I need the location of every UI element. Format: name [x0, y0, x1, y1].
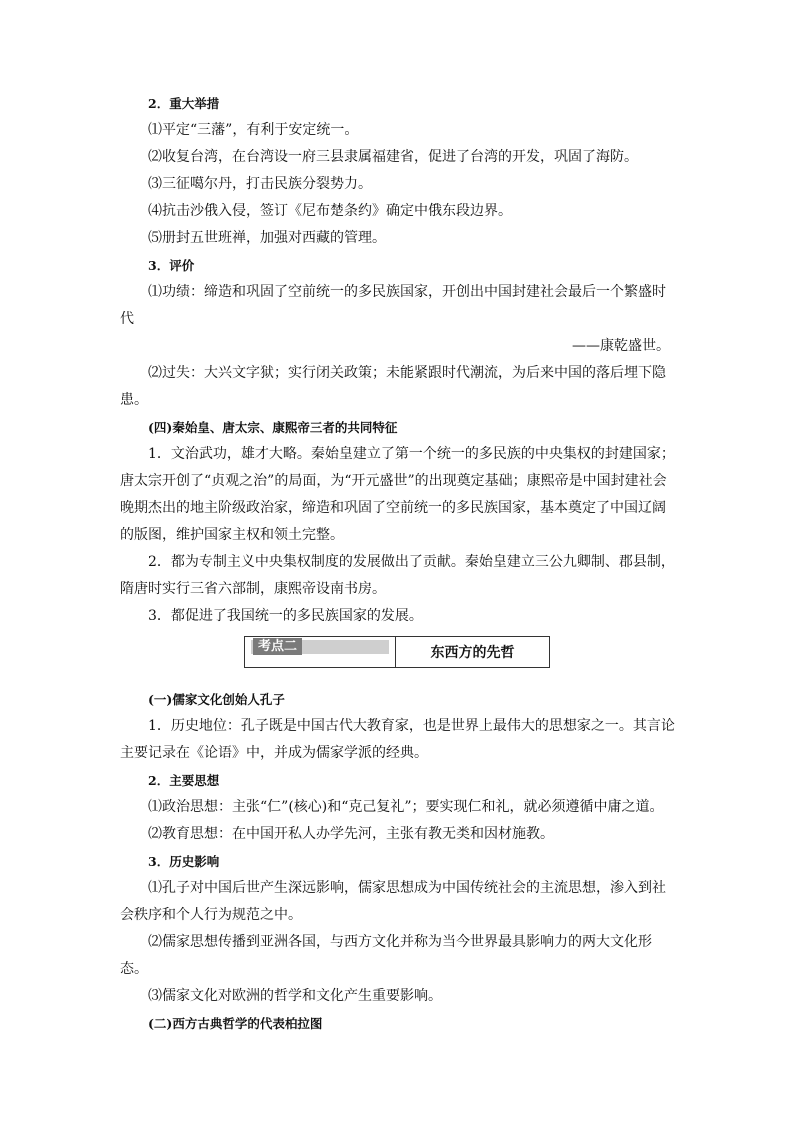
- topic-banner: [244, 636, 550, 668]
- topic-tag-label: 考点二: [253, 638, 302, 655]
- common-trait-1: 1．文治武功，雄才大略。秦始皇建立了第一个统一的多民族的中央集权的封建国家；唐太宗开创了“贞观之治”的局面，为“开元盛世”的出现奠定基础；康熙帝是中国封建社会晚期杰出的地主阶级政治家，缔造和巩固了空前统一的多民族国家，基本奠定了中国辽阔的版图，维护国家主权和领土完整。: [120, 446, 675, 543]
- confucius-status: 1．历史地位：孔子既是中国古代大教育家，也是世界上最伟大的思想家之一。其言论主要记录在《论语》中，并成为儒家学派的经典。: [120, 718, 675, 761]
- measure-item-4: ⑷抗击沙俄入侵，签订《尼布楚条约》确定中俄东段边界。: [148, 203, 512, 219]
- section-heading-measures: 2．重大举措: [148, 96, 220, 111]
- influence-item-3: ⑶儒家文化对欧洲的哲学和文化产生重要影响。: [148, 988, 442, 1004]
- topic-tag: [245, 637, 396, 667]
- section-heading-evaluation: 3．评价: [148, 258, 195, 273]
- measure-item-3: ⑶三征噶尔丹，打击民族分裂势力。: [148, 176, 372, 192]
- measure-item-2: ⑵收复台湾，在台湾设一府三县隶属福建省，促进了台湾的开发，巩固了海防。: [148, 149, 638, 165]
- thought-education: ⑵教育思想：在中国开私人办学先河，主张有教无类和因材施教。: [148, 826, 554, 842]
- evaluation-fault: ⑵过失：大兴文字狱；实行闭关政策；未能紧跟时代潮流，为后来中国的落后埋下隐患。: [120, 365, 666, 408]
- evaluation-achievement-end: ——康乾盛世。: [572, 338, 670, 354]
- influence-item-1: ⑴孔子对中国后世产生深远影响，儒家思想成为中国传统社会的主流思想，渗入到社会秩序和个人行为规范之中。: [120, 880, 666, 923]
- measure-item-5: ⑸册封五世班禅，加强对西藏的管理。: [148, 230, 386, 246]
- section-heading-influence: 3．历史影响: [148, 854, 220, 869]
- evaluation-achievement: ⑴功绩：缔造和巩固了空前统一的多民族国家，开创出中国封建社会最后一个繁盛时代: [120, 284, 666, 327]
- section-heading-thought: 2．主要思想: [148, 773, 220, 788]
- measure-item-1: ⑴平定“三藩”，有利于安定统一。: [148, 122, 359, 138]
- part-heading-plato: (二)西方古典哲学的代表柏拉图: [148, 1016, 323, 1031]
- part-heading-common-traits: (四)秦始皇、唐太宗、康熙帝三者的共同特征: [148, 420, 398, 435]
- common-trait-2: 2．都为专制主义中央集权制度的发展做出了贡献。秦始皇建立三公九卿制、郡县制，隋唐时实行三省六部制，康熙帝设南书房。: [120, 554, 675, 597]
- influence-item-2: ⑵儒家思想传播到亚洲各国，与西方文化并称为当今世界最具影响力的两大文化形态。: [120, 934, 652, 977]
- common-trait-3: 3．都促进了我国统一的多民族国家的发展。: [148, 608, 423, 624]
- topic-title: 东西方的先哲: [430, 645, 515, 661]
- thought-political: ⑴政治思想：主张“仁”(核心)和“克己复礼”；要实现仁和礼，就必须遵循中庸之道。: [148, 799, 664, 815]
- document-page: [120, 90, 676, 1037]
- part-heading-confucius: (一)儒家文化创始人孔子: [148, 692, 285, 707]
